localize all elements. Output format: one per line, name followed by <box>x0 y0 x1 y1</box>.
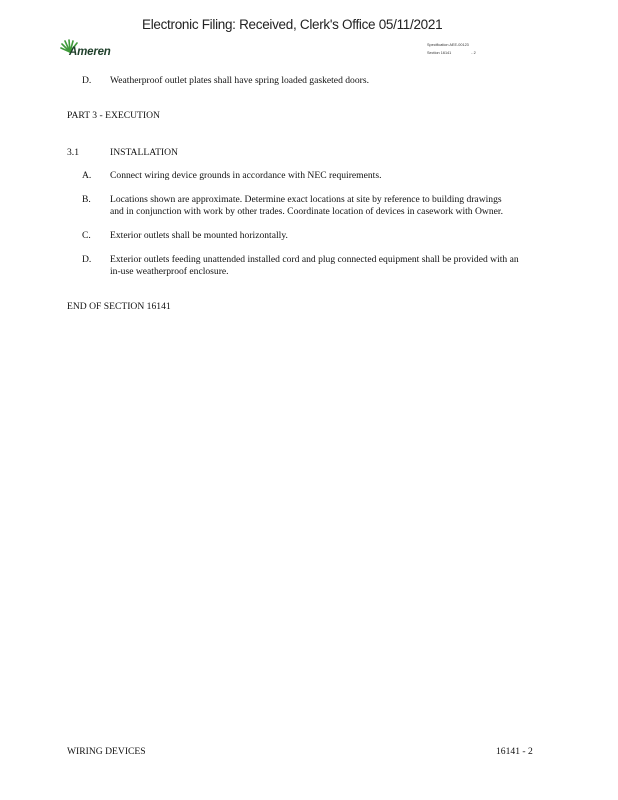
ameren-logo <box>59 39 119 61</box>
item-text: Exterior outlets shall be mounted horizontally. <box>110 230 288 241</box>
spec-number: Specification AEE-00123 <box>427 43 469 47</box>
subsection-number: 3.1 <box>67 147 79 158</box>
electronic-filing-stamp: Electronic Filing: Received, Clerk's Office 05/11/2021 <box>142 17 443 32</box>
page-marker: - 2 <box>471 51 476 55</box>
item-label: B. <box>82 194 91 205</box>
item-text: Locations shown are approximate. Determine exact locations at site by reference to building drawings <box>110 194 502 205</box>
item-text: in-use weatherproof enclosure. <box>110 266 229 277</box>
part-heading: PART 3 - EXECUTION <box>67 110 160 121</box>
item-text: Connect wiring device grounds in accordance with NEC requirements. <box>110 170 382 181</box>
logo-wordmark: Ameren <box>69 46 111 58</box>
item-text: Exterior outlets feeding unattended installed cord and plug connected equipment shall be provided with an <box>110 254 519 265</box>
item-label: D. <box>82 254 92 265</box>
item-text: Weatherproof outlet plates shall have spring loaded gasketed doors. <box>110 75 369 86</box>
footer-page-number: 16141 - 2 <box>496 746 533 757</box>
item-label: D. <box>82 75 92 86</box>
spec-header <box>427 41 476 57</box>
item-label: C. <box>82 230 91 241</box>
end-of-section: END OF SECTION 16141 <box>67 301 171 312</box>
footer-title: WIRING DEVICES <box>67 746 146 757</box>
subsection-title: INSTALLATION <box>110 147 178 158</box>
item-text: and in conjunction with work by other trades. Coordinate location of devices in casework with Owner. <box>110 206 503 217</box>
section-number: Section 16141 - 2 <box>427 51 476 55</box>
item-label: A. <box>82 170 92 181</box>
